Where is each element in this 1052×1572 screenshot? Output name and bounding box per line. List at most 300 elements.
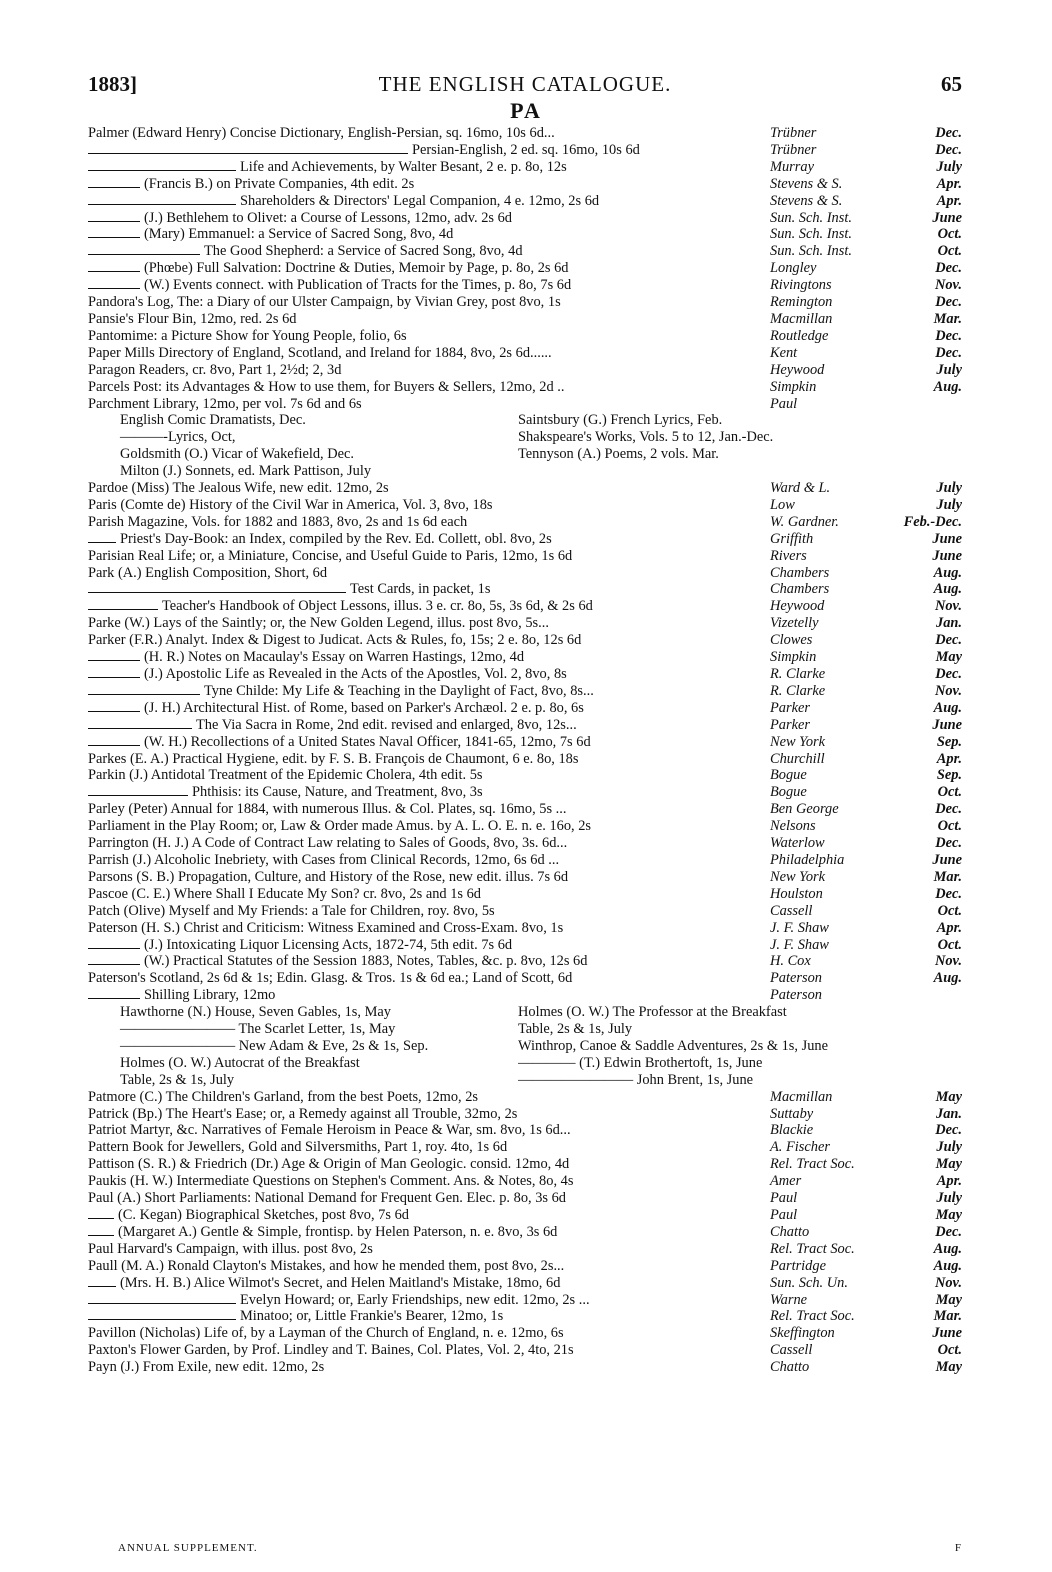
entry-publisher: Chambers: [770, 581, 830, 598]
entry-description: Parrish (J.) Alcoholic Inebriety, with Cases from Clinical Records, 12mo, 6s 6d ...: [88, 851, 560, 868]
entry-month: Dec.: [935, 885, 962, 902]
catalogue-entry: [88, 666, 962, 683]
entry-month: June: [932, 1325, 962, 1342]
entry-publisher-block: [770, 125, 962, 142]
entry-publisher-block: [770, 970, 962, 987]
catalogue-entry: [88, 818, 962, 835]
entry-description: Persian-English, 2 ed. sq. 16mo, 10s 6d: [412, 141, 640, 158]
entry-month: Mar.: [933, 310, 962, 327]
entry-description: Patmore (C.) The Children's Garland, from the best Poets, 12mo, 2s: [88, 1088, 479, 1105]
entry-month: May: [935, 1088, 962, 1105]
catalogue-entry: [88, 1241, 962, 1258]
entry-month: June: [932, 716, 962, 733]
entry-publisher-block: [770, 1190, 962, 1207]
entry-description: Paterson (H. S.) Christ and Criticism: Witness Examined and Cross-Exam. 8vo, 1s: [88, 919, 564, 936]
catalogue-entry: [88, 869, 962, 886]
entry-month: July: [936, 361, 962, 378]
entry-publisher-block: [770, 835, 962, 852]
entry-publisher: Paterson: [770, 987, 822, 1004]
entry-publisher: Parker: [770, 699, 810, 716]
entry-publisher: Rivers: [770, 547, 807, 564]
entry-description: Shilling Library, 12mo: [144, 987, 276, 1004]
entry-publisher: Nelsons: [770, 818, 816, 835]
catalogue-entry: [88, 193, 962, 210]
catalogue-entry: [88, 937, 962, 954]
entry-publisher: Houlston: [770, 885, 823, 902]
entry-description: Evelyn Howard; or, Early Friendships, new edit. 12mo, 2s ...: [240, 1291, 590, 1308]
ditto-rule: [88, 652, 140, 661]
entry-publisher-block: [770, 615, 962, 632]
entry-publisher: Sun. Sch. Inst.: [770, 209, 852, 226]
catalogue-entry: [88, 1122, 962, 1139]
entry-month: Dec.: [935, 141, 962, 158]
entry-description: Phthisis: its Cause, Nature, and Treatment, 8vo, 3s: [192, 784, 483, 801]
entry-month: Apr.: [936, 750, 962, 767]
catalogue-entry: [88, 1258, 962, 1275]
entry-publisher-block: [770, 514, 962, 531]
catalogue-entry: [88, 210, 962, 227]
entry-month: July: [936, 1190, 962, 1207]
entry-month: Aug.: [933, 970, 962, 987]
entry-description: Parke (W.) Lays of the Saintly; or, the New Golden Legend, illus. post 8vo, 5s...: [88, 615, 549, 632]
ditto-rule: [88, 1312, 236, 1321]
entry-publisher: Clowes: [770, 632, 813, 649]
entry-publisher: Paul: [770, 395, 798, 412]
entry-description: Pavillon (Nicholas) Life of, by a Layman of the Church of England, n. e. 12mo, 6s: [88, 1325, 564, 1342]
entry-publisher: Low: [770, 496, 795, 513]
entry-publisher-block: [770, 1173, 962, 1190]
entry-publisher-block: [770, 1089, 962, 1106]
entry-description: (H. R.) Notes on Macaulay's Essay on Warren Hastings, 12mo, 4d: [144, 649, 525, 666]
entry-publisher: Paterson: [770, 970, 822, 987]
catalogue-entry: [88, 142, 962, 159]
entry-publisher: Philadelphia: [770, 851, 845, 868]
series-item-right: Tennyson (A.) Poems, 2 vols. Mar.: [518, 446, 719, 463]
entry-publisher: Murray: [770, 158, 814, 175]
entry-description: Parkes (E. A.) Practical Hygiene, edit. by F. S. B. François de Chaumont, 6 e. 8o, 18s: [88, 750, 579, 767]
series-item-left: English Comic Dramatists, Dec.: [120, 412, 306, 429]
entry-publisher-block: [770, 243, 962, 260]
entry-publisher-block: [770, 751, 962, 768]
series-list-row: [88, 1072, 962, 1089]
entry-publisher-block: [770, 226, 962, 243]
ditto-rule: [88, 585, 346, 594]
entry-description: Paper Mills Directory of England, Scotland, and Ireland for 1884, 8vo, 2s 6d......: [88, 344, 552, 361]
entry-publisher-block: [770, 1342, 962, 1359]
entry-publisher-block: [770, 1292, 962, 1309]
entry-publisher: Cassell: [770, 902, 813, 919]
catalogue-entry: [88, 1224, 962, 1241]
catalogue-entry: [88, 920, 962, 937]
entry-month: Aug.: [933, 1240, 962, 1257]
catalogue-entry: [88, 801, 962, 818]
catalogue-entry: [88, 953, 962, 970]
entry-publisher: Simpkin: [770, 378, 817, 395]
entry-description: (J.) Apostolic Life as Revealed in the Acts of the Apostles, Vol. 2, 8vo, 8s: [144, 666, 567, 682]
catalogue-entry: [88, 903, 962, 920]
entry-publisher: J. F. Shaw: [770, 936, 829, 953]
entry-month: Oct.: [937, 226, 962, 243]
entry-publisher-block: [770, 632, 962, 649]
entry-publisher-block: [770, 869, 962, 886]
entry-publisher-block: [770, 210, 962, 227]
entry-publisher: Rel. Tract Soc.: [770, 1240, 855, 1257]
entry-publisher: Ward & L.: [770, 480, 831, 497]
entry-description: Priest's Day-Book: an Index, compiled by the Rev. Ed. Collett, obl. 8vo, 2s: [120, 530, 552, 547]
ditto-rule: [88, 957, 140, 966]
ditto-rule: [88, 145, 408, 154]
entry-publisher: Macmillan: [770, 310, 833, 327]
catalogue-entry: [88, 1190, 962, 1207]
entry-publisher: Bogue: [770, 784, 807, 801]
entry-month: Aug.: [933, 1257, 962, 1274]
ditto-rule: [88, 787, 188, 796]
ditto-rule: [88, 230, 140, 239]
catalogue-entry: [88, 886, 962, 903]
entry-month: Feb.-Dec.: [903, 513, 962, 530]
catalogue-entry: [88, 1089, 962, 1106]
entry-publisher: Rel. Tract Soc.: [770, 1308, 855, 1325]
entry-month: Sep.: [936, 767, 962, 784]
catalogue-entry: [88, 514, 962, 531]
catalogue-entry: [88, 1325, 962, 1342]
catalogue-entry: [88, 632, 962, 649]
catalogue-entry: [88, 987, 962, 1004]
entry-publisher: Suttaby: [770, 1105, 814, 1122]
catalogue-entry: [88, 362, 962, 379]
catalogue-entry: [88, 852, 962, 869]
entry-month: Jan.: [936, 1105, 962, 1122]
series-item-right: ———————— John Brent, 1s, June: [518, 1071, 754, 1088]
entry-month: July: [936, 496, 962, 513]
ditto-rule: [88, 1210, 114, 1219]
entry-publisher: Partridge: [770, 1257, 826, 1274]
entry-publisher-block: [770, 937, 962, 954]
catalogue-entry: [88, 226, 962, 243]
catalogue-entry: [88, 176, 962, 193]
entry-month: Dec.: [935, 801, 962, 818]
entry-description: Paterson's Scotland, 2s 6d & 1s; Edin. Glasg. & Tros. 1s & 6d ea.; Land of Scott, 6d: [88, 970, 573, 987]
entry-publisher-block: [770, 260, 962, 277]
entry-description: (J.) Bethlehem to Olivet: a Course of Lessons, 12mo, adv. 2s 6d: [144, 209, 512, 226]
entry-month: Dec.: [935, 294, 962, 311]
entry-publisher: Trübner: [770, 125, 817, 141]
catalogue-entry: [88, 396, 962, 413]
entry-description: Life and Achievements, by Walter Besant, 2 e. p. 8o, 12s: [240, 158, 567, 175]
catalogue-entry: [88, 1173, 962, 1190]
entry-month: Dec.: [935, 632, 962, 649]
entry-description: Pansie's Flour Bin, 12mo, red. 2s 6d: [88, 310, 297, 327]
catalogue-entry: [88, 548, 962, 565]
entry-month: June: [932, 547, 962, 564]
entry-publisher-block: [770, 852, 962, 869]
series-list-row: [88, 1021, 962, 1038]
entry-publisher: Sun. Sch. Inst.: [770, 226, 852, 243]
entry-publisher: Stevens & S.: [770, 192, 843, 209]
catalogue-entry: [88, 379, 962, 396]
entry-publisher: R. Clarke: [770, 666, 826, 682]
catalogue-entry: [88, 125, 962, 142]
entry-month: Nov.: [934, 682, 962, 699]
entry-publisher: Rel. Tract Soc.: [770, 1156, 855, 1173]
entry-description: The Good Shepherd: a Service of Sacred Song, 8vo, 4d: [204, 243, 523, 260]
entry-publisher-block: [770, 1241, 962, 1258]
series-item-left: Milton (J.) Sonnets, ed. Mark Pattison, July: [120, 463, 372, 480]
entry-publisher-block: [770, 1275, 962, 1292]
series-item-right: Winthrop, Canoe & Saddle Adventures, 2s & 1s, June: [518, 1037, 828, 1054]
entry-publisher-block: [770, 801, 962, 818]
entry-publisher-block: [770, 328, 962, 345]
entry-description: Parker (F.R.) Analyt. Index & Digest to Judicat. Acts & Rules, fo, 15s; 2 e. 8o, 12s 6d: [88, 632, 582, 649]
entry-publisher-block: [770, 294, 962, 311]
ditto-rule: [88, 940, 140, 949]
catalogue-entry: [88, 683, 962, 700]
entry-publisher-block: [770, 666, 962, 683]
series-list-row: [88, 446, 962, 463]
entry-publisher: Amer: [770, 1173, 802, 1190]
series-item-left: Goldsmith (O.) Vicar of Wakefield, Dec.: [120, 446, 355, 463]
entry-publisher: Warne: [770, 1291, 808, 1308]
entry-publisher: Remington: [770, 294, 833, 311]
entry-description: Patrick (Bp.) The Heart's Ease; or, a Remedy against all Trouble, 32mo, 2s: [88, 1105, 518, 1122]
entry-publisher-block: [770, 1139, 962, 1156]
entry-month: May: [935, 1156, 962, 1173]
entry-description: Paul Harvard's Campaign, with illus. post 8vo, 2s: [88, 1240, 373, 1257]
footer-supplement-label: ANNUAL SUPPLEMENT.: [118, 1542, 258, 1554]
entry-publisher: Stevens & S.: [770, 175, 843, 192]
entry-description: Patriot Martyr, &c. Narratives of Female Heroism in Peace & War, sm. 8vo, 1s 6d...: [88, 1122, 571, 1139]
entry-publisher-block: [770, 1122, 962, 1139]
entry-month: May: [935, 649, 962, 666]
ditto-rule: [88, 737, 140, 746]
entry-publisher-block: [770, 953, 962, 970]
entry-publisher-block: [770, 1359, 962, 1376]
catalogue-entry: [88, 767, 962, 784]
entry-month: Aug.: [933, 581, 962, 598]
ditto-rule: [88, 213, 140, 222]
ditto-rule: [88, 162, 236, 171]
entry-description: (W. H.) Recollections of a United States Naval Officer, 1841-65, 12mo, 7s 6d: [144, 733, 591, 750]
entry-publisher-block: [770, 767, 962, 784]
entry-month: Jan.: [936, 615, 962, 632]
entry-publisher-block: [770, 1224, 962, 1241]
ditto-rule: [88, 280, 140, 289]
catalogue-entry: [88, 159, 962, 176]
ditto-rule: [88, 246, 200, 255]
entry-description: Tyne Childe: My Life & Teaching in the Daylight of Fact, 8vo, 8s...: [204, 682, 594, 699]
entry-description: (J. H.) Architectural Hist. of Rome, based on Parker's Archæol. 2 e. p. 8o, 6s: [144, 699, 584, 716]
entry-month: Apr.: [936, 1173, 962, 1190]
catalogue-entry: [88, 1342, 962, 1359]
entry-publisher-block: [770, 480, 962, 497]
catalogue-entry: [88, 581, 962, 598]
entry-month: Dec.: [935, 260, 962, 277]
entry-description: Parchment Library, 12mo, per vol. 7s 6d and 6s: [88, 395, 362, 412]
entry-description: Paul (A.) Short Parliaments: National Demand for Frequent Gen. Elec. p. 8o, 3s 6d: [88, 1190, 566, 1207]
entry-month: Apr.: [936, 175, 962, 192]
entry-publisher: Heywood: [770, 361, 825, 378]
entry-publisher-block: [770, 159, 962, 176]
entry-publisher: Routledge: [770, 327, 829, 344]
entry-month: Dec.: [935, 666, 962, 682]
catalogue-entry: [88, 649, 962, 666]
entry-description: Parrington (H. J.) A Code of Contract Law relating to Sales of Goods, 8vo, 3s. 6d...: [88, 835, 568, 852]
catalogue-entry: [88, 700, 962, 717]
ditto-rule: [88, 1227, 114, 1236]
entry-publisher-block: [770, 277, 962, 294]
entry-month: Oct.: [937, 936, 962, 953]
entry-description: Park (A.) English Composition, Short, 6d: [88, 564, 328, 581]
entry-description: Payn (J.) From Exile, new edit. 12mo, 2s: [88, 1359, 325, 1376]
catalogue-entry: [88, 345, 962, 362]
entry-publisher: Griffith: [770, 530, 814, 547]
entry-month: Aug.: [933, 699, 962, 716]
header-page-number: 65: [941, 72, 962, 96]
entry-publisher-block: [770, 1325, 962, 1342]
entry-publisher-block: [770, 920, 962, 937]
entry-description: Patch (Olive) Myself and My Friends: a Tale for Children, roy. 8vo, 5s: [88, 902, 495, 919]
entry-publisher: Vizetelly: [770, 615, 819, 632]
entry-publisher-block: [770, 362, 962, 379]
entry-publisher-block: [770, 311, 962, 328]
series-list-row: [88, 1004, 962, 1021]
series-item-right: Saintsbury (G.) French Lyrics, Feb.: [518, 412, 723, 429]
entry-month: July: [936, 480, 962, 497]
entry-publisher: Longley: [770, 260, 817, 277]
entry-publisher-block: [770, 683, 962, 700]
ditto-rule: [88, 703, 140, 712]
catalogue-entry: [88, 1106, 962, 1123]
ditto-rule: [88, 990, 140, 999]
series-item-right: Shakspeare's Works, Vols. 5 to 12, Jan.-Dec.: [518, 429, 774, 446]
header-title: THE ENGLISH CATALOGUE.: [378, 72, 672, 96]
entry-description: (W.) Practical Statutes of the Session 1883, Notes, Tables, &c. p. 8vo, 12s 6d: [144, 953, 588, 970]
catalogue-entry: [88, 497, 962, 514]
entry-month: July: [936, 1139, 962, 1156]
catalogue-entry: [88, 751, 962, 768]
entry-publisher: A. Fischer: [770, 1139, 830, 1156]
catalogue-entry: [88, 784, 962, 801]
entry-description: (Mary) Emmanuel: a Service of Sacred Song, 8vo, 4d: [144, 226, 454, 243]
entry-publisher: Sun. Sch. Un.: [770, 1274, 848, 1291]
entry-publisher: Paul: [770, 1190, 798, 1207]
entry-publisher: Heywood: [770, 598, 825, 615]
series-item-right: Table, 2s & 1s, July: [518, 1021, 633, 1038]
ditto-rule: [88, 686, 200, 695]
entry-publisher-block: [770, 649, 962, 666]
entry-month: May: [935, 1359, 962, 1376]
entry-publisher: R. Clarke: [770, 682, 826, 699]
catalogue-entry: [88, 1308, 962, 1325]
series-list-row: [88, 1055, 962, 1072]
entry-publisher-block: [770, 531, 962, 548]
entry-publisher-block: [770, 886, 962, 903]
entry-publisher: New York: [770, 733, 826, 750]
entry-month: Mar.: [933, 1308, 962, 1325]
entry-publisher: Trübner: [770, 141, 817, 158]
entry-description: (Francis B.) on Private Companies, 4th edit. 2s: [144, 175, 415, 192]
series-item-right: [518, 463, 962, 480]
entry-publisher-block: [770, 548, 962, 565]
entry-description: Pardoe (Miss) The Jealous Wife, new edit. 12mo, 2s: [88, 480, 389, 497]
entry-description: (Mrs. H. B.) Alice Wilmot's Secret, and Helen Maitland's Mistake, 18mo, 6d: [120, 1274, 561, 1291]
entry-month: Apr.: [936, 192, 962, 209]
entry-month: Dec.: [935, 1122, 962, 1139]
catalogue-entry: [88, 328, 962, 345]
entry-description: (Phœbe) Full Salvation: Doctrine & Duties, Memoir by Page, p. 8o, 2s 6d: [144, 260, 569, 277]
catalogue-entry: [88, 734, 962, 751]
entry-publisher-block: [770, 565, 962, 582]
entry-description: (Margaret A.) Gentle & Simple, frontisp. by Helen Paterson, n. e. 8vo, 3s 6d: [118, 1223, 558, 1240]
entry-description: Parcels Post: its Advantages & How to use them, for Buyers & Sellers, 12mo, 2d ..: [88, 378, 565, 395]
ditto-rule: [88, 263, 140, 272]
entry-publisher: Chatto: [770, 1223, 810, 1240]
catalogue-entry: [88, 531, 962, 548]
entry-description: Pattern Book for Jewellers, Gold and Silversmiths, Part 1, roy. 4to, 1s 6d: [88, 1139, 508, 1156]
series-item-right: ———— (T.) Edwin Brothertoft, 1s, June: [518, 1054, 763, 1071]
footer-signature-mark: F: [954, 1542, 962, 1554]
ditto-rule: [88, 601, 158, 610]
entry-month: Dec.: [935, 1223, 962, 1240]
entry-description: Paragon Readers, cr. 8vo, Part 1, 2½d; 2, 3d: [88, 361, 342, 378]
entry-publisher: Chatto: [770, 1359, 810, 1376]
entry-publisher-block: [770, 396, 962, 413]
series-item-left: ———————— The Scarlet Letter, 1s, May: [120, 1021, 396, 1038]
entry-month: July: [936, 158, 962, 175]
catalogue-entry: [88, 1292, 962, 1309]
entry-publisher: W. Gardner.: [770, 513, 839, 530]
entry-publisher: J. F. Shaw: [770, 919, 829, 936]
entry-description: The Via Sacra in Rome, 2nd edit. revised and enlarged, 8vo, 12s...: [196, 716, 577, 733]
entry-publisher-block: [770, 784, 962, 801]
entry-publisher: Waterlow: [770, 835, 825, 852]
entry-publisher: Blackie: [770, 1122, 814, 1139]
entry-month: Nov.: [934, 277, 962, 294]
section-heading: PA: [510, 98, 542, 123]
entry-month: Oct.: [937, 902, 962, 919]
entry-publisher: Bogue: [770, 767, 807, 784]
entry-month: June: [932, 530, 962, 547]
entry-description: Paxton's Flower Garden, by Prof. Lindley and T. Baines, Col. Plates, Vol. 2, 4to, 21s: [88, 1342, 574, 1359]
entry-description: Minatoo; or, Little Frankie's Bearer, 12mo, 1s: [240, 1308, 504, 1325]
entry-publisher-block: [770, 1106, 962, 1123]
entry-publisher-block: [770, 987, 962, 1004]
ditto-rule: [88, 720, 192, 729]
ditto-rule: [88, 534, 116, 543]
entry-description: Pandora's Log, The: a Diary of our Ulster Campaign, by Vivian Grey, post 8vo, 1s: [88, 294, 561, 311]
entry-month: Dec.: [935, 125, 962, 141]
entry-month: Oct.: [937, 784, 962, 801]
entry-description: (W.) Events connect. with Publication of Tracts for the Times, p. 8o, 7s 6d: [144, 277, 572, 294]
entry-month: Oct.: [937, 1342, 962, 1359]
catalogue-entries: [88, 125, 962, 1376]
entry-publisher-block: [770, 1207, 962, 1224]
ditto-rule: [88, 1295, 236, 1304]
catalogue-entry: [88, 1207, 962, 1224]
entry-publisher: Macmillan: [770, 1088, 833, 1105]
entry-month: Nov.: [934, 1274, 962, 1291]
catalogue-entry: [88, 311, 962, 328]
entry-publisher: Rivingtons: [770, 277, 832, 294]
catalogue-entry: [88, 970, 962, 987]
entry-month: Oct.: [937, 818, 962, 835]
catalogue-entry: [88, 835, 962, 852]
entry-month: Mar.: [933, 868, 962, 885]
entry-description: Shareholders & Directors' Legal Companion, 4 e. 12mo, 2s 6d: [240, 192, 600, 209]
entry-month: Nov.: [934, 953, 962, 970]
ditto-rule: [88, 1278, 116, 1287]
entry-publisher: Chambers: [770, 564, 830, 581]
